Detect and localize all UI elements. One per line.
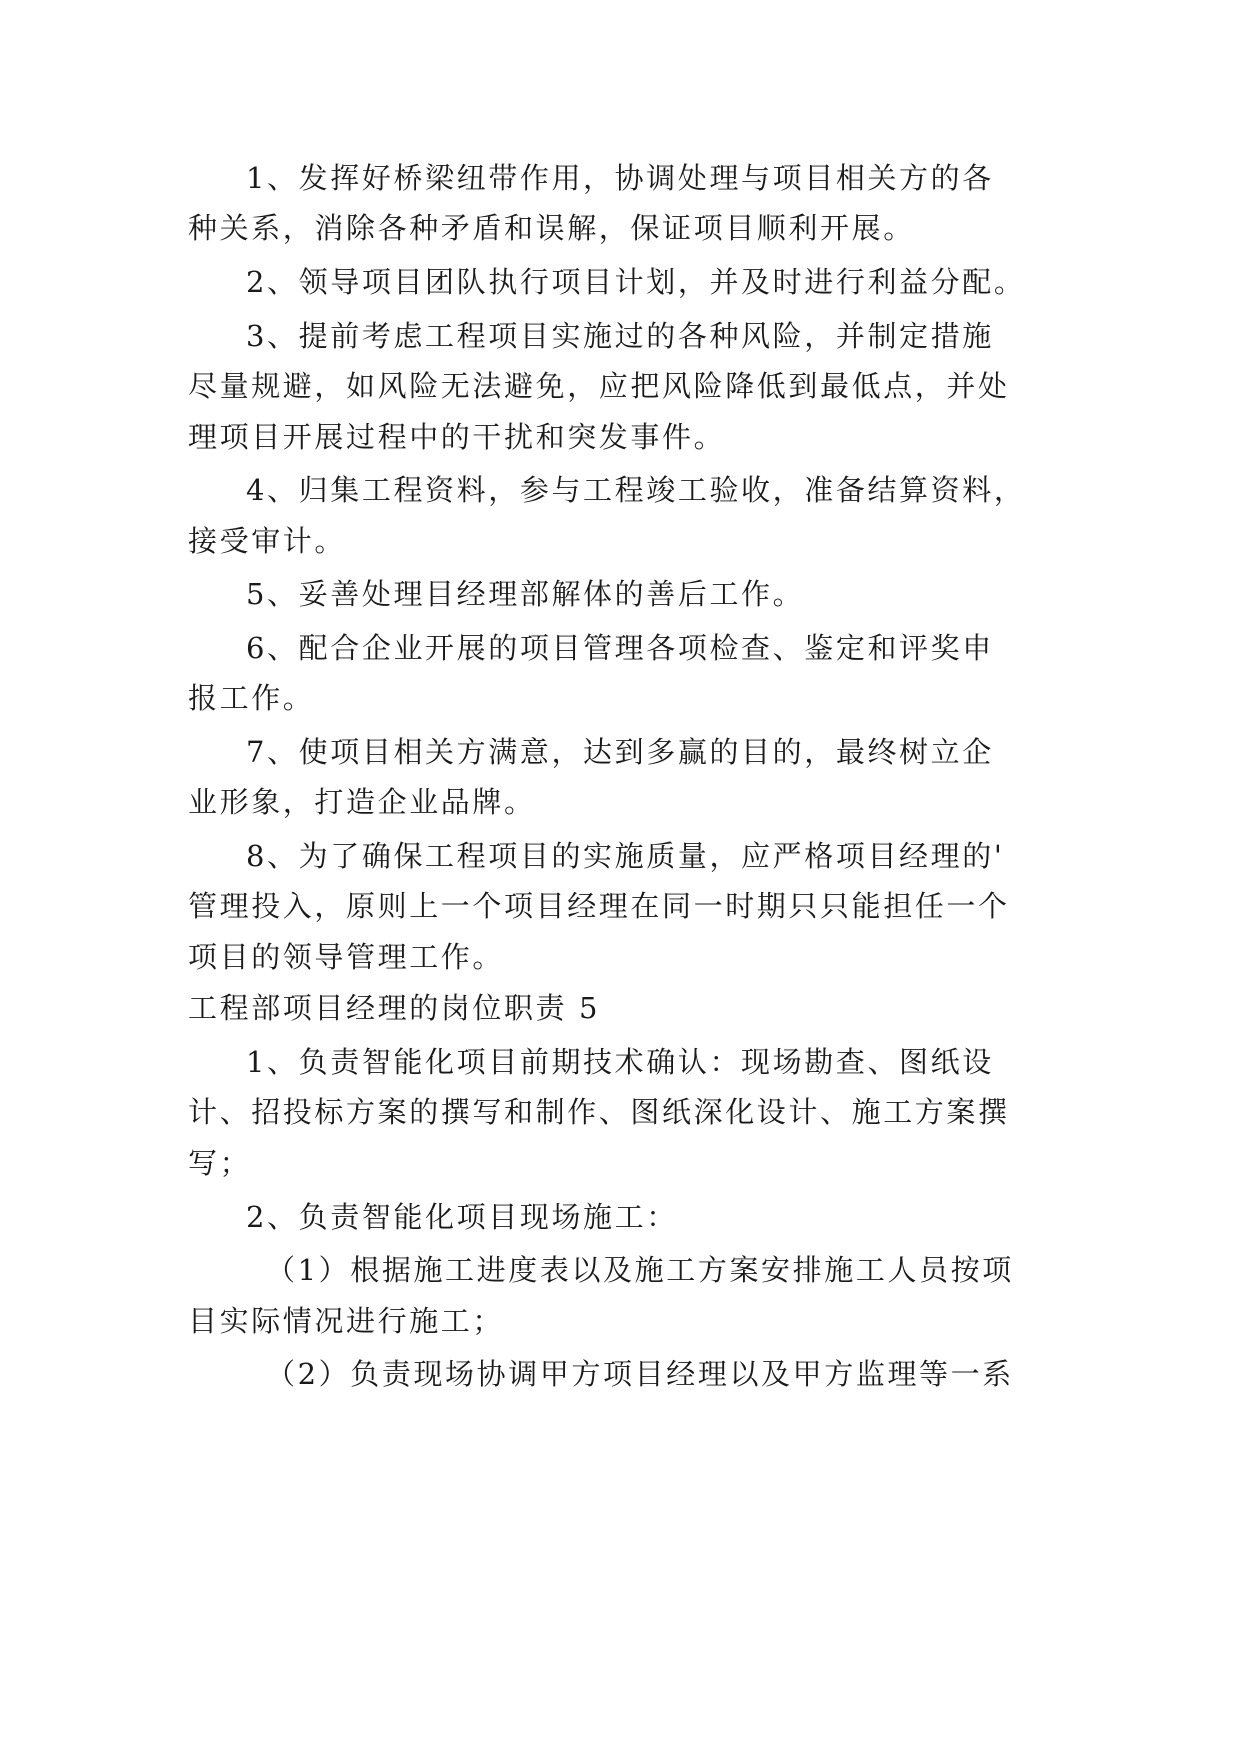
paragraph-8-line-3: 项目的领导管理工作。 — [188, 940, 505, 974]
paragraph-4-line-2: 接受审计。 — [188, 524, 347, 558]
section-heading: 工程部项目经理的岗位职责 5 — [188, 991, 601, 1025]
paragraph-5-line-1: 5、妥善处理目经理部解体的善后工作。 — [246, 577, 805, 611]
paragraph-8-line-2: 管理投入，原则上一个项目经理在同一时期只只能担任一个 — [188, 889, 1010, 923]
paragraph-6-line-2: 报工作。 — [188, 681, 315, 715]
paragraph-7-line-1: 7、使项目相关方满意，达到多赢的目的，最终树立企 — [246, 735, 994, 769]
paragraph-1-line-1: 1、发挥好桥梁纽带作用，协调处理与项目相关方的各 — [246, 161, 994, 195]
paragraph-3-line-1: 3、提前考虑工程项目实施过的各种风险，并制定措施 — [246, 319, 994, 353]
paragraph-7-line-2: 业形象，打造企业品牌。 — [188, 785, 536, 819]
paragraph-2-line-1: 2、领导项目团队执行项目计划，并及时进行利益分配。 — [246, 265, 1026, 299]
paragraph-9-line-3: 写； — [188, 1146, 252, 1180]
paragraph-11-line-1: （1）根据施工进度表以及施工方案安排施工人员按项 — [266, 1253, 1014, 1287]
paragraph-11-line-2: 目实际情况进行施工； — [188, 1304, 505, 1338]
paragraph-9-line-1: 1、负责智能化项目前期技术确认：现场勘查、图纸设 — [246, 1045, 994, 1079]
paragraph-3-line-3: 理项目开展过程中的干扰和突发事件。 — [188, 420, 726, 454]
paragraph-4-line-1: 4、归集工程资料，参与工程竣工验收，准备结算资料， — [246, 473, 1026, 507]
paragraph-8-line-1: 8、为了确保工程项目的实施质量，应严格项目经理的' — [246, 839, 1005, 873]
paragraph-12-line-1: （2）负责现场协调甲方项目经理以及甲方监理等一系 — [266, 1357, 1014, 1391]
paragraph-3-line-2: 尽量规避，如风险无法避免，应把风险降低到最低点，并处 — [188, 369, 1010, 403]
paragraph-6-line-1: 6、配合企业开展的项目管理各项检查、鉴定和评奖申 — [246, 631, 994, 665]
paragraph-1-line-2: 种关系，消除各种矛盾和误解，保证项目顺利开展。 — [188, 211, 915, 245]
paragraph-9-line-2: 计、招投标方案的撰写和制作、图纸深化设计、施工方案撰 — [188, 1095, 1010, 1129]
paragraph-10-line-1: 2、负责智能化项目现场施工： — [246, 1200, 678, 1234]
